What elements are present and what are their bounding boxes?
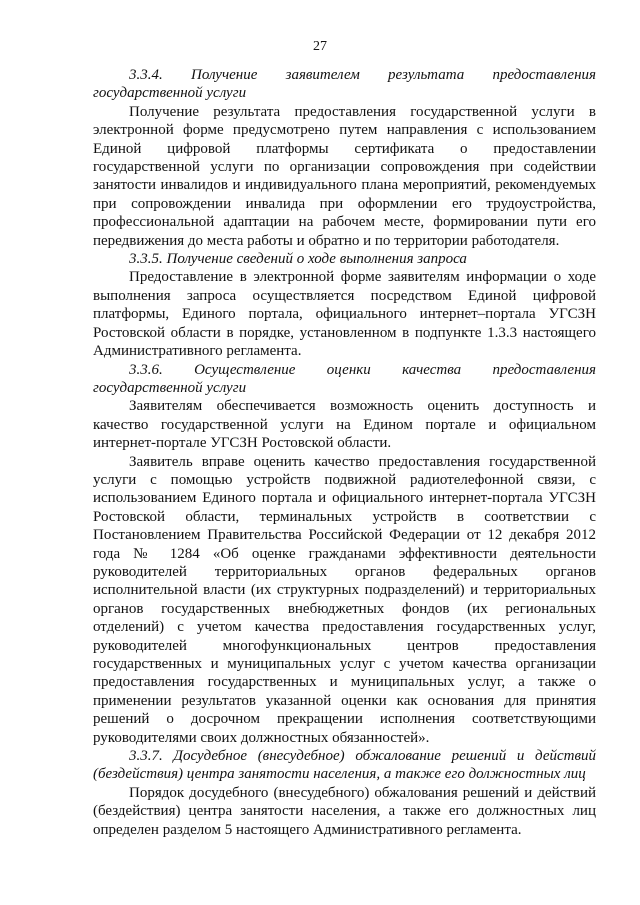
section-heading-3-3-4: 3.3.4. Получение заявителем результата предоставления государственной услуги: [93, 67, 596, 102]
section-3-3-7-paragraph-1: Порядок досудебного (внесудебного) обжалования решений и действий (бездействия) центра занятости населения, а также его должностных лиц определен разделом 5 настоящего Административного регламента.: [93, 784, 596, 838]
section-heading-3-3-7: 3.3.7. Досудебное (внесудебное) обжалование решений и действий (бездействия) центра занятости населения, а также его должностных лиц: [93, 748, 596, 783]
section-heading-3-3-6: 3.3.6. Осуществление оценки качества предоставления государственной услуги: [93, 361, 596, 396]
section-3-3-6-paragraph-1: Заявителям обеспечивается возможность оценить доступность и качество государственной услуги на Едином портале и официальном интернет-портале УГСЗН Ростовской области.: [93, 398, 596, 452]
section-3-3-5-paragraph-1: Предоставление в электронной форме заявителям информации о ходе выполнения запроса осуществляется посредством Единой цифровой платформы, Единого портала, официального интернет–портала УГСЗН Ростовской области в порядке, установленном в подпункте 1.3.3 настоящего Административного регламента.: [93, 269, 596, 360]
section-3-3-4-paragraph-1: Получение результата предоставления государственной услуги в электронной форме предусмотрено путем направления с использованием Единой цифровой платформы сертификата о предоставлении государственной услуги по организации сопровождения при содействии занятости инвалидов и индивидуального плана мероприятий, рекомендуемых при сопровождении инвалида при оформлении его трудоустройства, профессиональной адаптации на рабочем месте, формировании пути его передвижения до места работы и обратно и по территории работодателя.: [93, 103, 596, 249]
page-number: 27: [313, 39, 327, 54]
section-3-3-6-paragraph-2: Заявитель вправе оценить качество предоставления государственной услуги с помощью устройств подвижной радиотелефонной связи, с использованием Единого портала и официального интернет-портала УГСЗН Ростовской области, терминальных устройств в соответствии с Постановлением Правительства Российской Федерации от 12 декабря 2012 года № 1284 «Об оценке гражданами эффективности деятельности руководителей территориальных органов федеральных органов исполнительной власти (их структурных подразделений) и территориальных органов государственных внебюджетных фондов (их региональных отделений) с учетом качества предоставления государственных услуг, руководителей многофункциональных центров предоставления государственных и муниципальных услуг с учетом качества организации предоставления государственных и муниципальных услуг, а также о применении результатов указанной оценки как основания для принятия решений о досрочном прекращении исполнения соответствующими руководителями своих должностных обязанностей».: [93, 453, 596, 746]
section-heading-3-3-5: 3.3.5. Получение сведений о ходе выполнения запроса: [129, 251, 467, 268]
document-body: [93, 66, 596, 839]
